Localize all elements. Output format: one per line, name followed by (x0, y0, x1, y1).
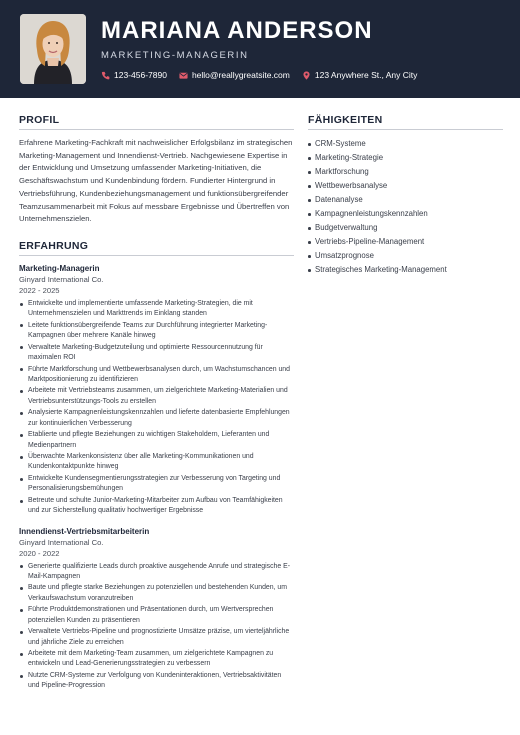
job-company: Ginyard International Co. (19, 274, 104, 284)
location-pin-icon (302, 71, 311, 80)
job-company: Ginyard International Co. (19, 537, 104, 547)
skill-item: Umsatzprognose (308, 249, 503, 263)
profile-heading: PROFIL (19, 114, 294, 130)
job-entry (19, 263, 294, 517)
skills-list (308, 137, 503, 277)
phone-text: 123-456-7890 (114, 70, 167, 80)
experience-heading: ERFAHRUNG (19, 240, 294, 256)
job-dates: 2020 - 2022 (19, 549, 60, 559)
contact-phone (101, 70, 167, 80)
skill-item: CRM-Systeme (308, 137, 503, 151)
skill-item: Kampagnenleistungskennzahlen (308, 207, 503, 221)
side-column (308, 114, 503, 277)
contact-email (179, 70, 290, 80)
job-bullet: Nutzte CRM-Systeme zur Verfolgung von Kundeninteraktionen, Vertriebsaktivitäten und Pipeline-Progression (19, 671, 294, 692)
profile-summary: Erfahrene Marketing-Fachkraft mit nachweislicher Erfolgsbilanz im strategischen Marketing-Management und Innendienst-Vertrieb. Nachgewiesene Expertise in der Entwicklung und Umsetzung umfassender Marketing-Initiativen, die Geschäftswachstum und Kundenbindung fördern. Fundierter Hintergrund in Vertriebsführung, Kundenbeziehungsmanagement und funktionsübergreifender Teamzusammenarbeit mit Fokus auf messbare Ergebnisse und Übertreffen von Unternehmenszielen. (19, 138, 293, 224)
candidate-title: MARKETING-MANAGERIN (101, 50, 249, 61)
main-column (19, 114, 294, 701)
skill-item: Marktforschung (308, 165, 503, 179)
job-bullet: Leitete funktionsübergreifende Teams zur Durchführung integrierter Marketing-Kampagnen über mehrere Kanäle hinweg (19, 321, 294, 342)
contact-bar (101, 70, 429, 80)
resume-header (0, 0, 520, 98)
phone-icon (101, 71, 110, 80)
skill-item: Wettbewerbsanalyse (308, 179, 503, 193)
job-bullet: Führte Marktforschung und Wettbewerbsanalysen durch, um Wachstumschancen und Marktpositionierung zu identifizieren (19, 365, 294, 386)
job-entry (19, 526, 294, 692)
job-bullet: Arbeitete mit Vertriebsteams zusammen, um zielgerichtete Marketing-Materialien und Vertriebsunterstützungs-Tools zu erstellen (19, 386, 294, 407)
job-bullet: Verwaltete Marketing-Budgetzuteilung und optimierte Ressourcennutzung für maximalen ROI (19, 343, 294, 364)
candidate-name: MARIANA ANDERSON (101, 17, 373, 44)
skill-item: Vertriebs-Pipeline-Management (308, 235, 503, 249)
job-bullets (19, 562, 294, 692)
job-bullet: Entwickelte Kundensegmentierungsstrategien zur Verbesserung von Targeting und Personalisierungsbemühungen (19, 474, 294, 495)
job-bullet: Führte Produktdemonstrationen und Präsentationen durch, um Wertversprechen potenziellen Kunden zu präsentieren (19, 605, 294, 626)
job-bullet: Verwaltete Vertriebs-Pipeline und prognostizierte Umsätze präzise, um vierteljährliche und jährliche Ziele zu erreichen (19, 627, 294, 648)
job-bullet: Betreute und schulte Junior-Marketing-Mitarbeiter zum Aufbau von Teamfähigkeiten und zur Sicherstellung qualitativ hochwertiger Ergebnisse (19, 496, 294, 517)
contact-address (302, 70, 418, 80)
skill-item: Marketing-Strategie (308, 151, 503, 165)
job-bullets (19, 299, 294, 517)
job-role: Innendienst-Vertriebsmitarbeiterin (19, 526, 150, 536)
job-bullet: Arbeitete mit dem Marketing-Team zusammen, um zielgerichtete Kampagnen zu entwickeln und Lead-Generierungsstrategien zu verbessern (19, 649, 294, 670)
job-bullet: Generierte qualifizierte Leads durch proaktive ausgehende Anrufe und strategische E-Mail-Kampagnen (19, 562, 294, 583)
job-bullet: Baute und pflegte starke Beziehungen zu potenziellen und bestehenden Kunden, um Verkaufswachstum voranzutreiben (19, 583, 294, 604)
email-icon (179, 71, 188, 80)
skills-heading: FÄHIGKEITEN (308, 114, 503, 130)
email-text: hello@reallygreatsite.com (191, 70, 290, 80)
skill-item: Strategisches Marketing-Management (308, 263, 503, 277)
job-dates: 2022 - 2025 (19, 286, 60, 296)
job-bullet: Überwachte Markenkonsistenz über alle Marketing-Kommunikationen und Kundenkontaktpunkte hinweg (19, 452, 294, 473)
job-bullet: Analysierte Kampagnenleistungskennzahlen und lieferte datenbasierte Empfehlungen zur kontinuierlichen Verbesserung (19, 408, 294, 429)
skill-item: Budgetverwaltung (308, 221, 503, 235)
job-bullet: Etablierte und pflegte Beziehungen zu wichtigen Stakeholdern, Lieferanten und Medienpartnern (19, 430, 294, 451)
skill-item: Datenanalyse (308, 193, 503, 207)
job-bullet: Entwickelte und implementierte umfassende Marketing-Strategien, die mit Unternehmenszielen und Markttrends im Einklang standen (19, 299, 294, 320)
address-text: 123 Anywhere St., Any City (314, 70, 418, 80)
job-role: Marketing-Managerin (19, 263, 100, 273)
profile-photo (20, 14, 86, 84)
